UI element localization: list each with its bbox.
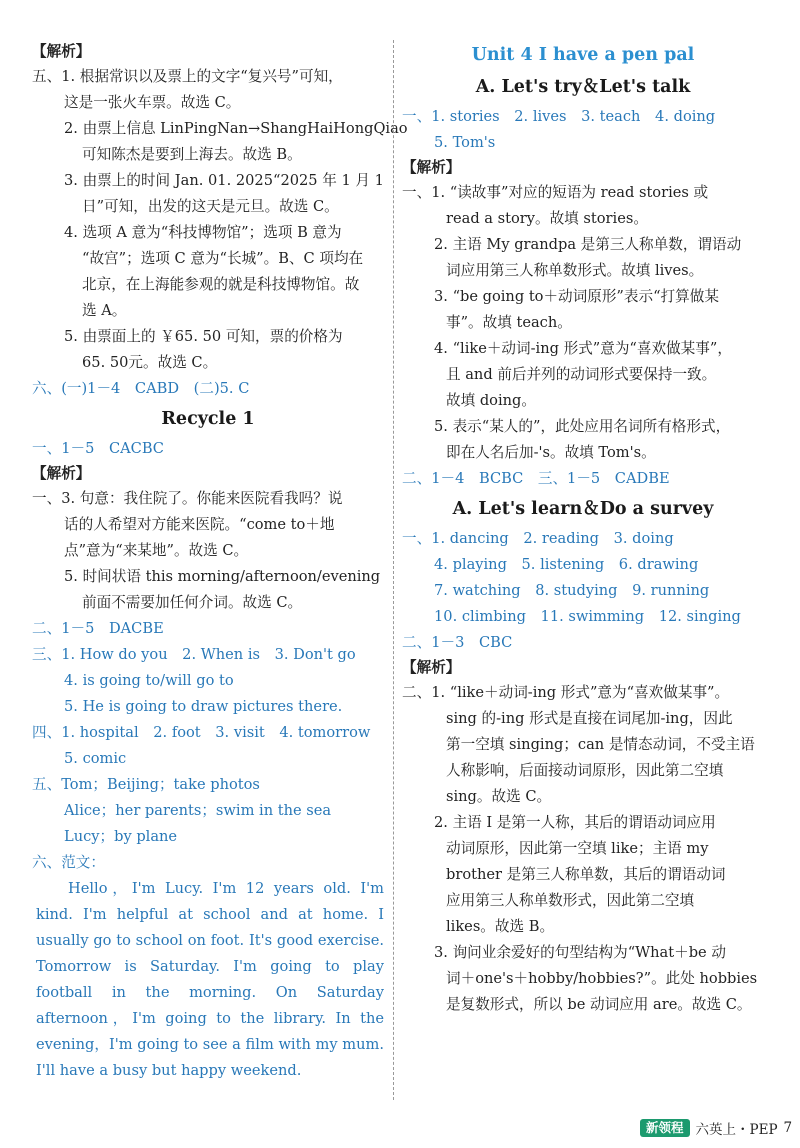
b2-3-line3: 是复数形式，所以 be 动词应用 are。故选 C。: [446, 996, 752, 1013]
section-title-learn-survey: A. Let's learn＆Do a survey: [452, 499, 714, 519]
b2-2-line4: 应用第三人称单数形式，因此第二空填: [446, 892, 695, 909]
b2-1-line1: 二、1. “like＋动词-ing 形式”意为“喜欢做某事”。: [402, 684, 730, 701]
q5-4-line3: 北京，在上海能参观的就是科技博物馆。故: [82, 276, 360, 293]
analysis-tag: 【解析】: [32, 465, 91, 482]
q5-3-line1: 3. 由票上的时间 Jan. 01. 2025“2025 年 1 月 1: [64, 172, 384, 189]
book-label: 六英上・PEP: [695, 1122, 778, 1138]
recycle-part6-label: 六、范文：: [32, 854, 105, 871]
a-part1-line2: 5. Tom's: [434, 134, 496, 151]
recycle-part5-line1: 五、Tom；Beijing；take photos: [32, 776, 260, 793]
left-column: [32, 40, 408, 1084]
b2-2-line2: 动词原形，因此第一空填 like；主语 my: [446, 840, 709, 857]
recycle-part3-line3: 5. He is going to draw pictures there.: [64, 698, 343, 715]
q5-5-line1: 5. 由票面上的 ￥65. 50 可知，票的价格为: [64, 328, 343, 345]
right-column: [402, 40, 764, 1018]
b2-2-line5: likes。故选 B。: [446, 918, 555, 935]
b2-3-line1: 3. 询问业余爱好的句型结构为“What＋be 动: [434, 944, 726, 961]
a-part1-line1: 一、1. stories 2. lives 3. teach 4. doing: [402, 108, 716, 125]
column-divider: [393, 40, 394, 1100]
page-footer: [640, 1118, 792, 1138]
a1-1-line2: read a story。故填 stories。: [446, 210, 648, 227]
page-number: 7: [783, 1120, 793, 1136]
b2-1-line2: sing 的-ing 形式是直接在词尾加-ing，因此: [446, 710, 733, 727]
q5-4-line1: 4. 选项 A 意为“科技博物馆”；选项 B 意为: [64, 224, 342, 241]
b2-1-line3: 第一空填 singing；can 是情态动词，不受主语: [446, 736, 755, 753]
analysis-tag: 【解析】: [402, 659, 461, 676]
b2-2-line1: 2. 主语 I 是第一人称，其后的谓语动词应用: [434, 814, 716, 831]
a1-2-line1: 2. 主语 My grandpa 是第三人称单数，谓语动: [434, 236, 742, 253]
q5-3-line2: 日”可知，出发的这天是元旦。故选 C。: [82, 198, 339, 215]
b-part2-answers: 二、1－3 CBC: [402, 634, 513, 651]
r1-3-line2: 话的人希望对方能来医院。“come to＋地: [64, 516, 335, 533]
q5-1-line2: 这是一张火车票。故选 C。: [64, 94, 241, 111]
section6-answers: 六、(一)1－4 CABD (二)5. C: [32, 380, 250, 397]
q5-1-line1: 五、1. 根据常识以及票上的文字“复兴号”可知，: [32, 68, 343, 85]
recycle-part5-line3: Lucy；by plane: [64, 828, 178, 845]
recycle-part4-line1: 四、1. hospital 2. foot 3. visit 4. tomorrow: [32, 724, 371, 741]
sample-essay: Hello，I'm Lucy. I'm 12 years old. I'm kind. I'm helpful at school and at home. I usually go to school on foot. It's good exercise. Tomorrow is Saturday. I'm going to play football in the morning. On Saturday afternoon，I'm going to the library. In the evening，I'm going to see a film with my mum. I'll have a busy but happy weekend.: [36, 880, 384, 1079]
a1-5-line2: 即在人名后加-'s。故填 Tom's。: [446, 444, 656, 461]
a1-4-line3: 故填 doing。: [446, 392, 536, 409]
publisher-logo: 新领程: [640, 1119, 690, 1137]
q5-5-line2: 65. 50元。故选 C。: [82, 354, 218, 371]
recycle-part1-answers: 一、1－5 CACBC: [32, 440, 164, 457]
a-part2-3-answers: 二、1－4 BCBC 三、1－5 CADBE: [402, 470, 670, 487]
recycle-part5-line2: Alice；her parents；swim in the sea: [64, 802, 332, 819]
q5-4-line2: “故宫”；选项 C 意为“长城”。B、C 项均在: [82, 250, 364, 267]
b2-2-line3: brother 是第三人称单数，其后的谓语动词: [446, 866, 726, 883]
b-part1-line2: 4. playing 5. listening 6. drawing: [434, 556, 699, 573]
a1-3-line2: 事”。故填 teach。: [446, 314, 572, 331]
recycle-part4-line2: 5. comic: [64, 750, 127, 767]
a1-3-line1: 3. “be going to＋动词原形”表示“打算做某: [434, 288, 719, 305]
recycle-part2-answers: 二、1－5 DACBE: [32, 620, 164, 637]
recycle-part3-line2: 4. is going to/will go to: [64, 672, 234, 689]
r1-5-line2: 前面不需要加任何介词。故选 C。: [82, 594, 303, 611]
recycle-part3-line1: 三、1. How do you 2. When is 3. Don't go: [32, 646, 356, 663]
section-title-try-talk: A. Let's try＆Let's talk: [475, 77, 691, 97]
unit-title: Unit 4 I have a pen pal: [471, 45, 695, 65]
b2-3-line2: 词＋one's＋hobby/hobbies?”。此处 hobbies: [446, 970, 758, 987]
a1-2-line2: 词应用第三人称单数形式。故填 lives。: [446, 262, 704, 279]
analysis-tag: 【解析】: [402, 159, 461, 176]
a1-4-line2: 且 and 前后并列的动词形式要保持一致。: [446, 366, 717, 383]
r1-5-line1: 5. 时间状语 this morning/afternoon/evening: [64, 568, 381, 585]
b2-1-line4: 人称影响，后面接动词原形，因此第二空填: [446, 762, 724, 779]
q5-2-line1: 2. 由票上信息 LinPingNan→ShangHaiHongQiao: [64, 120, 408, 137]
q5-2-line2: 可知陈杰是要到上海去。故选 B。: [82, 146, 302, 163]
r1-3-line1: 一、3. 句意：我住院了。你能来医院看我吗？说: [32, 490, 343, 507]
analysis-tag: 【解析】: [32, 43, 91, 60]
b2-1-line5: sing。故选 C。: [446, 788, 552, 805]
a1-1-line1: 一、1. “读故事”对应的短语为 read stories 或: [402, 184, 709, 201]
b-part1-line4: 10. climbing 11. swimming 12. singing: [434, 608, 741, 625]
q5-4-line4: 选 A。: [82, 302, 127, 319]
b-part1-line1: 一、1. dancing 2. reading 3. doing: [402, 530, 674, 547]
a1-4-line1: 4. “like＋动词-ing 形式”意为“喜欢做某事”，: [434, 340, 732, 357]
b-part1-line3: 7. watching 8. studying 9. running: [434, 582, 710, 599]
a1-5-line1: 5. 表示“某人的”，此处应用名词所有格形式，: [434, 418, 731, 435]
r1-3-line3: 点”意为“来某地”。故选 C。: [64, 542, 249, 559]
recycle-title: Recycle 1: [161, 409, 255, 429]
